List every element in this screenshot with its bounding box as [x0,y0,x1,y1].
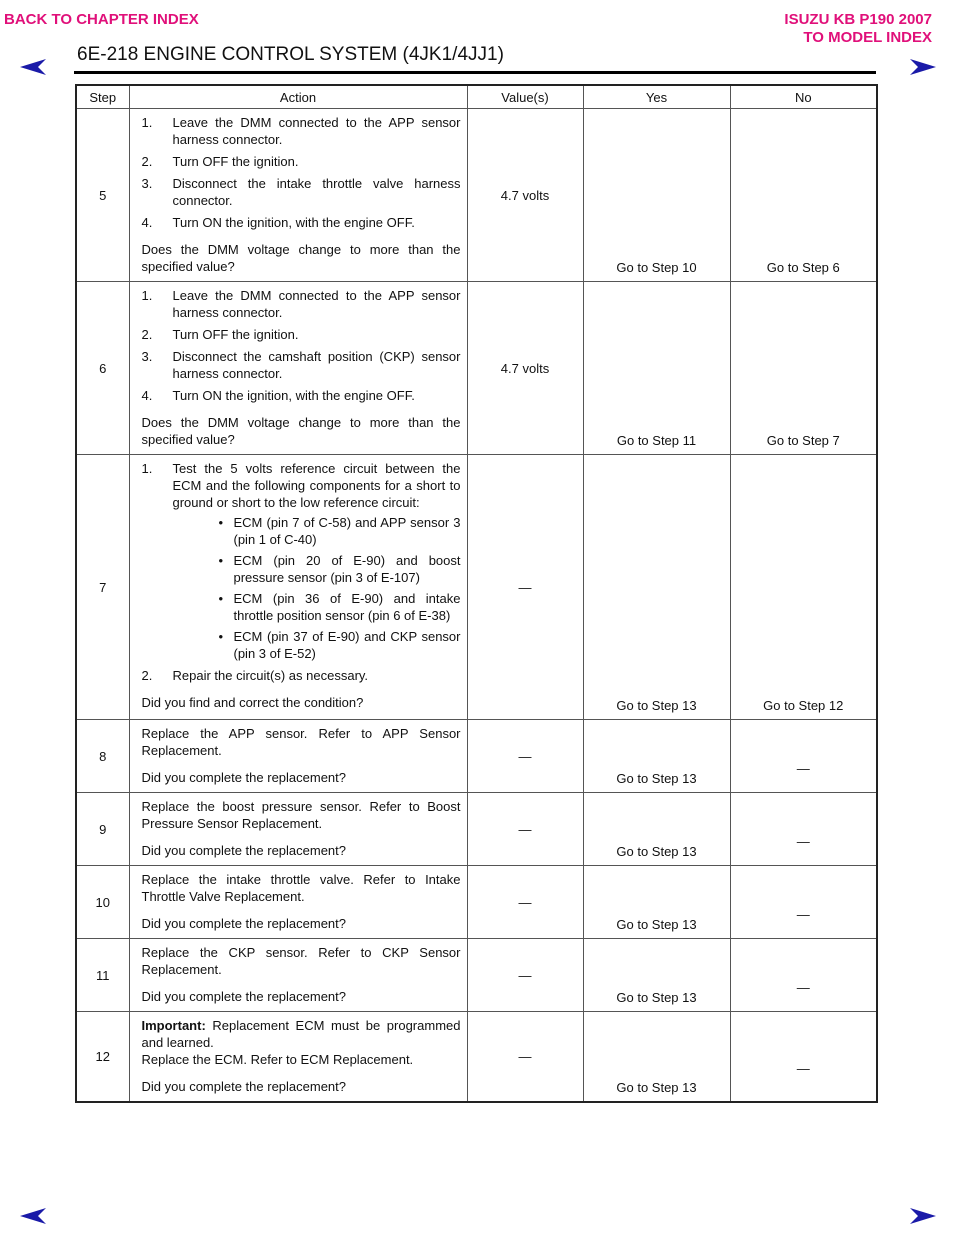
value-cell: — [467,793,583,866]
yes-cell: Go to Step 13 [583,455,730,720]
table-row [76,109,877,282]
question-text: Did you find and correct the condition? [141,695,364,710]
question-text: Did you complete the replacement? [141,770,347,785]
no-cell: Go to Step 12 [730,455,877,720]
no-cell: — [730,1012,877,1103]
step-number: 9 [76,793,129,866]
list-item: 4. Turn ON the ignition, with the engine OFF. [141,215,415,230]
no-cell: Go to Step 6 [730,109,877,282]
step-number: 6 [76,282,129,455]
yes-cell: Go to Step 13 [583,866,730,939]
question-text: Does the DMM voltage change to more than the specified value? [141,242,461,274]
table-row [76,282,877,455]
value-cell: — [467,939,583,1012]
header-divider [74,71,876,74]
diagnostic-table [75,84,878,1103]
yes-cell: Go to Step 11 [583,282,730,455]
action-cell [129,720,467,793]
table-row [76,866,877,939]
column-header-no: No [730,85,877,109]
list-item: 1. Leave the DMM connected to the APP sensor harness connector. [141,115,461,147]
table-row [76,455,877,720]
action-cell [129,866,467,939]
yes-cell: Go to Step 13 [583,939,730,1012]
bullet-item: • ECM (pin 36 of E-90) and intake throttle position sensor (pin 6 of E-38) [218,591,461,623]
no-cell: — [730,939,877,1012]
step-number: 10 [76,866,129,939]
list-item: 1. Leave the DMM connected to the APP sensor harness connector. [141,288,461,320]
bullet-item: • ECM (pin 20 of E-90) and boost pressure sensor (pin 3 of E-107) [218,553,461,585]
action-cell [129,1012,467,1103]
list-item: 1. Test the 5 volts reference circuit between the ECM and the following components for a short to ground or short to the low reference circuit: • ECM (pin 7 of C-58) and APP sensor 3 (pin 1 of C-40) • ECM (pin 20 of E-90) and boost pressure sensor (pin 3 of E-107) • ECM (pin 36 of E-90) and intake throttle position sensor (pin 6 of E-38) • ECM (pin 37 of E-90) and CKP sensor (pin 3 of E-52) [141,461,461,661]
yes-cell: Go to Step 13 [583,793,730,866]
table-row [76,1012,877,1103]
arrow-left-icon[interactable] [20,59,46,75]
step-number: 8 [76,720,129,793]
action-cell [129,793,467,866]
yes-cell: Go to Step 13 [583,1012,730,1103]
action-text: Replace the ECM. Refer to ECM Replacement. [141,1052,414,1067]
value-cell: — [467,720,583,793]
important-label: Important: [141,1018,206,1033]
action-text: Replace the boost pressure sensor. Refer to Boost Pressure Sensor Replacement. [141,799,461,831]
column-header-action: Action [129,85,467,109]
brand-model-title: ISUZU KB P190 2007 [784,11,932,28]
to-model-index-link[interactable]: TO MODEL INDEX [803,29,932,46]
important-text: Replacement ECM must be programmed and learned. [141,1018,461,1050]
bullet-item: • ECM (pin 37 of E-90) and CKP sensor (pin 3 of E-52) [218,629,461,661]
value-cell: — [467,866,583,939]
list-item: 2. Turn OFF the ignition. [141,154,299,169]
action-cell [129,939,467,1012]
value-cell: — [467,455,583,720]
column-header-yes: Yes [583,85,730,109]
arrow-left-icon[interactable] [20,1208,46,1224]
back-to-chapter-link[interactable]: BACK TO CHAPTER INDEX [4,11,199,28]
table-row [76,793,877,866]
step-number: 12 [76,1012,129,1103]
no-cell: — [730,720,877,793]
arrow-right-icon[interactable] [910,1208,936,1224]
no-cell: — [730,793,877,866]
question-text: Did you complete the replacement? [141,916,347,931]
step-number: 11 [76,939,129,1012]
important-note [142,1017,461,1051]
value-cell: 4.7 volts [467,109,583,282]
list-item: 3. Disconnect the intake throttle valve harness connector. [141,176,461,208]
action-cell [129,282,467,455]
step-number: 5 [76,109,129,282]
page-title: 6E-218 ENGINE CONTROL SYSTEM (4JK1/4JJ1) [77,44,504,65]
no-cell: — [730,866,877,939]
yes-cell: Go to Step 10 [583,109,730,282]
list-item: 3. Disconnect the camshaft position (CKP) sensor harness connector. [141,349,461,381]
value-cell: 4.7 volts [467,282,583,455]
yes-cell: Go to Step 13 [583,720,730,793]
question-text: Did you complete the replacement? [141,989,347,1004]
action-text: Replace the CKP sensor. Refer to CKP Sensor Replacement. [141,945,461,977]
list-item: 4. Turn ON the ignition, with the engine OFF. [141,388,415,403]
table-row [76,939,877,1012]
column-header-values: Value(s) [467,85,583,109]
action-text: Replace the intake throttle valve. Refer to Intake Throttle Valve Replacement. [141,872,461,904]
list-item: 2. Turn OFF the ignition. [141,327,299,342]
column-header-step: Step [76,85,129,109]
no-cell: Go to Step 7 [730,282,877,455]
list-item: 2. Repair the circuit(s) as necessary. [141,668,369,683]
action-cell [129,455,467,720]
question-text: Does the DMM voltage change to more than the specified value? [141,415,461,447]
value-cell: — [467,1012,583,1103]
bullet-item: • ECM (pin 7 of C-58) and APP sensor 3 (pin 1 of C-40) [218,515,461,547]
arrow-right-icon[interactable] [910,59,936,75]
action-cell [129,109,467,282]
table-row [76,720,877,793]
step-number: 7 [76,455,129,720]
question-text: Did you complete the replacement? [141,843,347,858]
table-header-row [76,85,877,109]
question-text: Did you complete the replacement? [141,1079,347,1094]
action-text: Replace the APP sensor. Refer to APP Sensor Replacement. [141,726,461,758]
